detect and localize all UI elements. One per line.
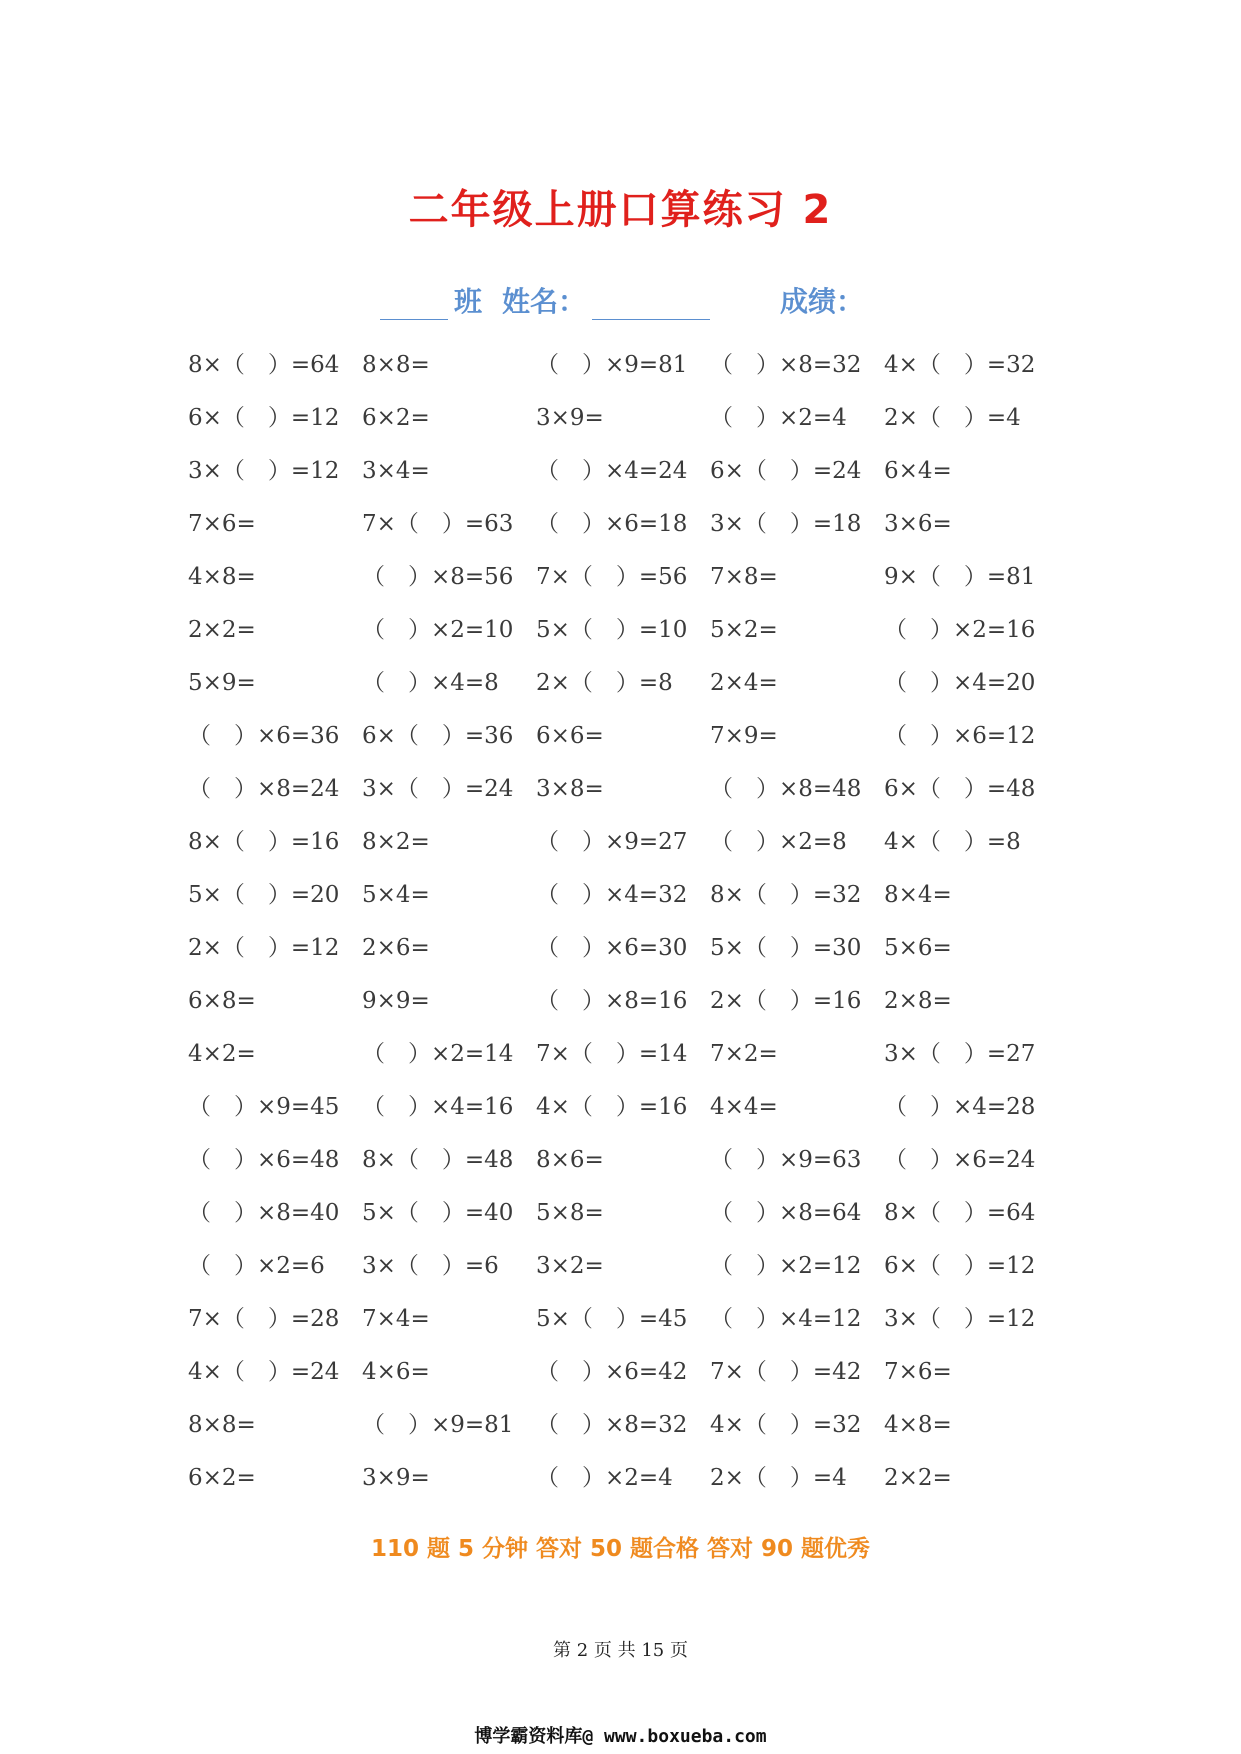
- problem-cell: 5×6=: [884, 935, 952, 961]
- problem-cell: 7×6=: [188, 511, 256, 537]
- problem-cell: 5×2=: [710, 617, 778, 643]
- problem-cell: 3×（ ）=27: [884, 1041, 1036, 1067]
- student-info: [380, 280, 864, 320]
- problem-cell: 6×（ ）=12: [884, 1253, 1036, 1279]
- problem-cell: 2×（ ）=4: [884, 405, 1021, 431]
- problem-cell: 2×4=: [710, 670, 778, 696]
- problem-cell: （ ）×4=28: [884, 1094, 1036, 1120]
- class-blank[interactable]: [380, 289, 448, 320]
- problem-cell: 7×（ ）=28: [188, 1306, 340, 1332]
- problem-cell: 5×（ ）=45: [536, 1306, 688, 1332]
- problem-cell: 9×（ ）=81: [884, 564, 1036, 590]
- problem-cell: 7×（ ）=56: [536, 564, 688, 590]
- problem-cell: 4×4=: [710, 1094, 778, 1120]
- problem-cell: 6×2=: [188, 1465, 256, 1491]
- problem-cell: （ ）×6=12: [884, 723, 1036, 749]
- problem-cell: （ ）×2=12: [710, 1253, 862, 1279]
- problem-cell: 2×2=: [188, 617, 256, 643]
- problem-cell: 2×（ ）=12: [188, 935, 340, 961]
- problem-cell: （ ）×8=56: [362, 564, 514, 590]
- problem-cell: （ ）×8=32: [710, 352, 862, 378]
- problem-cell: 9×9=: [362, 988, 430, 1014]
- problem-cell: 5×4=: [362, 882, 430, 908]
- problem-cell: （ ）×2=16: [884, 617, 1036, 643]
- problem-cell: 8×（ ）=32: [710, 882, 862, 908]
- problem-cell: （ ）×9=27: [536, 829, 688, 855]
- problem-cell: 2×（ ）=8: [536, 670, 673, 696]
- problem-cell: 7×9=: [710, 723, 778, 749]
- problem-cell: 4×（ ）=16: [536, 1094, 688, 1120]
- problem-cell: 3×（ ）=6: [362, 1253, 499, 1279]
- problem-cell: 5×（ ）=40: [362, 1200, 514, 1226]
- problem-cell: （ ）×9=63: [710, 1147, 862, 1173]
- problem-cell: 8×8=: [362, 352, 430, 378]
- problem-cell: 8×（ ）=64: [884, 1200, 1036, 1226]
- problem-cell: （ ）×4=32: [536, 882, 688, 908]
- problem-cell: 4×（ ）=8: [884, 829, 1021, 855]
- problem-cell: （ ）×6=24: [884, 1147, 1036, 1173]
- problem-cell: 3×2=: [536, 1253, 604, 1279]
- problem-cell: 8×（ ）=64: [188, 352, 340, 378]
- problem-cell: 8×（ ）=48: [362, 1147, 514, 1173]
- problem-cell: （ ）×9=81: [536, 352, 688, 378]
- problem-cell: 7×6=: [884, 1359, 952, 1385]
- problem-cell: 6×6=: [536, 723, 604, 749]
- problem-cell: 3×8=: [536, 776, 604, 802]
- problem-cell: 2×6=: [362, 935, 430, 961]
- problem-cell: 7×（ ）=42: [710, 1359, 862, 1385]
- problem-cell: （ ）×4=8: [362, 670, 499, 696]
- problem-cell: 8×（ ）=16: [188, 829, 340, 855]
- problem-cell: 8×4=: [884, 882, 952, 908]
- name-label: 姓名：: [502, 285, 587, 318]
- problem-cell: 3×6=: [884, 511, 952, 537]
- problem-cell: 4×（ ）=32: [884, 352, 1036, 378]
- problem-cell: （ ）×8=16: [536, 988, 688, 1014]
- problem-cell: （ ）×8=32: [536, 1412, 688, 1438]
- problem-cell: 6×4=: [884, 458, 952, 484]
- problem-cell: 7×2=: [710, 1041, 778, 1067]
- problem-cell: 3×（ ）=12: [884, 1306, 1036, 1332]
- problem-cell: （ ）×4=20: [884, 670, 1036, 696]
- problem-cell: 2×8=: [884, 988, 952, 1014]
- problem-cell: 8×6=: [536, 1147, 604, 1173]
- problem-cell: 5×8=: [536, 1200, 604, 1226]
- problem-cell: 2×（ ）=4: [710, 1465, 847, 1491]
- problem-cell: （ ）×2=6: [188, 1253, 325, 1279]
- problem-cell: 7×8=: [710, 564, 778, 590]
- problem-cell: （ ）×2=14: [362, 1041, 514, 1067]
- problem-cell: 5×（ ）=10: [536, 617, 688, 643]
- problem-cell: 4×8=: [884, 1412, 952, 1438]
- problem-cell: 8×2=: [362, 829, 430, 855]
- problem-cell: 3×9=: [536, 405, 604, 431]
- problem-cell: 3×（ ）=18: [710, 511, 862, 537]
- page-number: 第 2 页 共 15 页: [553, 1640, 688, 1661]
- problem-cell: 4×（ ）=32: [710, 1412, 862, 1438]
- problem-cell: 4×（ ）=24: [188, 1359, 340, 1385]
- problem-cell: （ ）×4=12: [710, 1306, 862, 1332]
- problem-grid: [188, 345, 1058, 1511]
- problem-cell: 8×8=: [188, 1412, 256, 1438]
- problem-cell: 3×4=: [362, 458, 430, 484]
- problem-cell: （ ）×8=48: [710, 776, 862, 802]
- problem-cell: （ ）×8=40: [188, 1200, 340, 1226]
- problem-cell: 4×6=: [362, 1359, 430, 1385]
- problem-cell: （ ）×2=10: [362, 617, 514, 643]
- problem-cell: 3×（ ）=12: [188, 458, 340, 484]
- problem-cell: 4×8=: [188, 564, 256, 590]
- footer-note: 110 题 5 分钟 答对 50 题合格 答对 90 题优秀: [370, 1536, 871, 1562]
- problem-cell: （ ）×2=4: [536, 1465, 673, 1491]
- problem-cell: （ ）×8=24: [188, 776, 340, 802]
- watermark: 博学霸资料库@ www.boxueba.com: [474, 1726, 767, 1747]
- problem-cell: 2×（ ）=16: [710, 988, 862, 1014]
- problem-cell: 6×（ ）=12: [188, 405, 340, 431]
- problem-cell: 3×9=: [362, 1465, 430, 1491]
- problem-cell: 5×9=: [188, 670, 256, 696]
- problem-cell: （ ）×8=64: [710, 1200, 862, 1226]
- problem-cell: 4×2=: [188, 1041, 256, 1067]
- problem-cell: （ ）×6=18: [536, 511, 688, 537]
- problem-cell: 7×4=: [362, 1306, 430, 1332]
- problem-cell: 2×2=: [884, 1465, 952, 1491]
- problem-cell: 6×（ ）=24: [710, 458, 862, 484]
- problem-cell: 3×（ ）=24: [362, 776, 514, 802]
- problem-cell: （ ）×2=8: [710, 829, 847, 855]
- page-title: 二年级上册口算练习 2: [408, 187, 833, 233]
- problem-cell: 6×（ ）=36: [362, 723, 514, 749]
- problem-cell: （ ）×2=4: [710, 405, 847, 431]
- score-label: 成绩：: [780, 285, 865, 318]
- problem-cell: 6×2=: [362, 405, 430, 431]
- problem-cell: 7×（ ）=63: [362, 511, 514, 537]
- problem-cell: （ ）×6=42: [536, 1359, 688, 1385]
- problem-cell: 6×8=: [188, 988, 256, 1014]
- class-label: 班: [454, 285, 483, 318]
- problem-cell: （ ）×4=24: [536, 458, 688, 484]
- problem-cell: 5×（ ）=20: [188, 882, 340, 908]
- problem-cell: （ ）×4=16: [362, 1094, 514, 1120]
- problem-cell: （ ）×6=36: [188, 723, 340, 749]
- name-blank[interactable]: [592, 289, 710, 320]
- problem-cell: 7×（ ）=14: [536, 1041, 688, 1067]
- problem-cell: （ ）×9=81: [362, 1412, 514, 1438]
- problem-cell: 5×（ ）=30: [710, 935, 862, 961]
- problem-cell: （ ）×6=48: [188, 1147, 340, 1173]
- problem-cell: （ ）×6=30: [536, 935, 688, 961]
- problem-cell: 6×（ ）=48: [884, 776, 1036, 802]
- problem-cell: （ ）×9=45: [188, 1094, 340, 1120]
